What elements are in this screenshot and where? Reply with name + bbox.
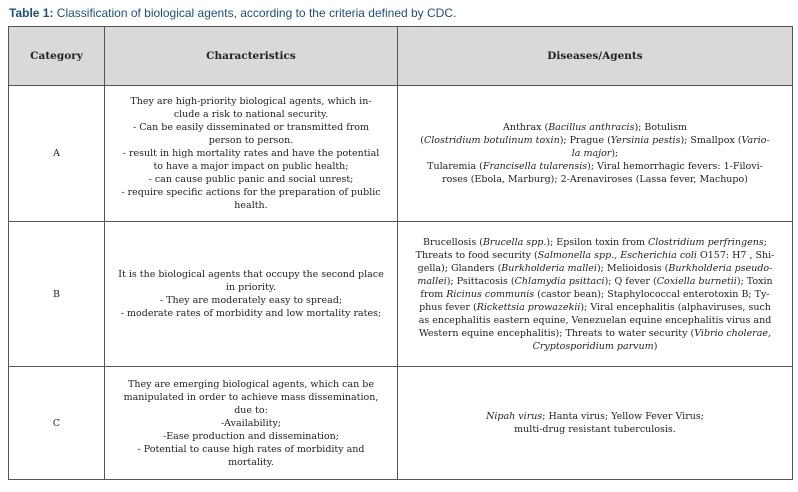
cell-line: person to person. xyxy=(208,135,294,146)
header-diseases: Diseases/Agents xyxy=(398,27,793,86)
cell-line: Tularemia (Francisella tularensis); Viral hemorrhagic fevers: 1-Filovi- xyxy=(427,161,763,172)
cell-line: clude a risk to national security. xyxy=(173,109,329,120)
cell-line: as encephalitis eastern equine, Venezuelan equine encephalitis virus and xyxy=(418,314,772,326)
cell-line: They are high-priority biological agents, which in- xyxy=(130,96,372,107)
table-row xyxy=(9,222,793,367)
cell-line: la major); xyxy=(571,148,619,159)
category-cell: C xyxy=(9,367,105,480)
caption-text: Classification of biological agents, according to the criteria defined by CDC. xyxy=(53,6,457,20)
cell-line: from Ricinus communis (castor bean); Staphylococcal enterotoxin B; Ty- xyxy=(420,288,770,300)
table-caption xyxy=(9,6,456,20)
characteristics-cell xyxy=(105,86,398,222)
header-row xyxy=(9,27,793,86)
caption-label: Table 1: xyxy=(9,6,54,20)
diseases-cell xyxy=(398,222,793,367)
diseases-cell xyxy=(398,367,793,480)
cell-line: Cryptosporidium parvum) xyxy=(532,340,658,352)
cell-line: mallei); Psittacosis (Chlamydia psittaci); Q fever (Coxiella burnetii); Toxin xyxy=(417,275,773,287)
cell-line: They are emerging biological agents, which can be xyxy=(128,378,374,390)
header-characteristics: Characteristics xyxy=(105,27,398,86)
cell-line: - They are moderately easy to spread; xyxy=(159,295,343,306)
cell-line: - require specific actions for the preparation of public xyxy=(121,187,381,198)
cell-line: Brucellosis (Brucella spp.); Epsilon toxin from Clostridium perfringens; xyxy=(423,236,767,248)
characteristics-cell xyxy=(105,367,398,480)
cell-line: Western equine encephalitis); Threats to water security (Vibrio cholerae, xyxy=(418,327,772,339)
cell-line: gella); Glanders (Burkholderia mallei); Melioidosis (Burkholderia pseudo- xyxy=(417,262,773,274)
cell-line: mortality. xyxy=(228,456,274,468)
cdc-classification-table xyxy=(8,26,793,480)
cell-line: (Clostridium botulinum toxin); Prague (Yersinia pestis); Smallpox (Vario- xyxy=(420,135,770,146)
cell-line: -Ease production and dissemination; xyxy=(162,430,339,442)
characteristics-cell xyxy=(105,222,398,367)
cell-line: It is the biological agents that occupy the second place xyxy=(118,269,384,280)
cell-line: to have a major impact on public health; xyxy=(153,161,349,172)
cell-line: - moderate rates of morbidity and low mortality rates; xyxy=(120,308,382,319)
cell-line: - result in high mortality rates and have the potential xyxy=(122,148,380,159)
cell-line: roses (Ebola, Marburg); 2-Arenaviroses (Lassa fever, Machupo) xyxy=(442,174,748,185)
category-cell: A xyxy=(9,86,105,222)
cell-line: manipulated in order to achieve mass dissemination, xyxy=(123,391,379,403)
cell-line: -Availability; xyxy=(220,417,282,429)
cell-line: Anthrax (Bacillus anthracis); Botulism xyxy=(502,122,687,133)
cell-line: - Potential to cause high rates of morbidity and xyxy=(137,443,365,455)
header-category: Category xyxy=(9,27,105,86)
category-cell: B xyxy=(9,222,105,367)
cell-line: due to: xyxy=(234,404,268,416)
cell-line: multi-drug resistant tuberculosis. xyxy=(514,424,676,435)
cell-line: phus fever (Rickettsia prowazekii); Viral encephalitis (alphaviruses, such xyxy=(419,301,771,313)
cell-line: in priority. xyxy=(225,282,277,293)
cell-line: Threats to food security (Salmonella spp., Escherichia coli O157: H7 , Shi- xyxy=(415,249,775,261)
cell-line: Nipah virus; Hanta virus; Yellow Fever Virus; xyxy=(486,411,704,422)
diseases-cell xyxy=(398,86,793,222)
cell-line: - can cause public panic and social unrest; xyxy=(148,174,354,185)
cell-line: health. xyxy=(234,200,268,211)
cell-line: - Can be easily disseminated or transmitted from xyxy=(133,122,369,133)
table-row xyxy=(9,86,793,222)
table-row xyxy=(9,367,793,480)
